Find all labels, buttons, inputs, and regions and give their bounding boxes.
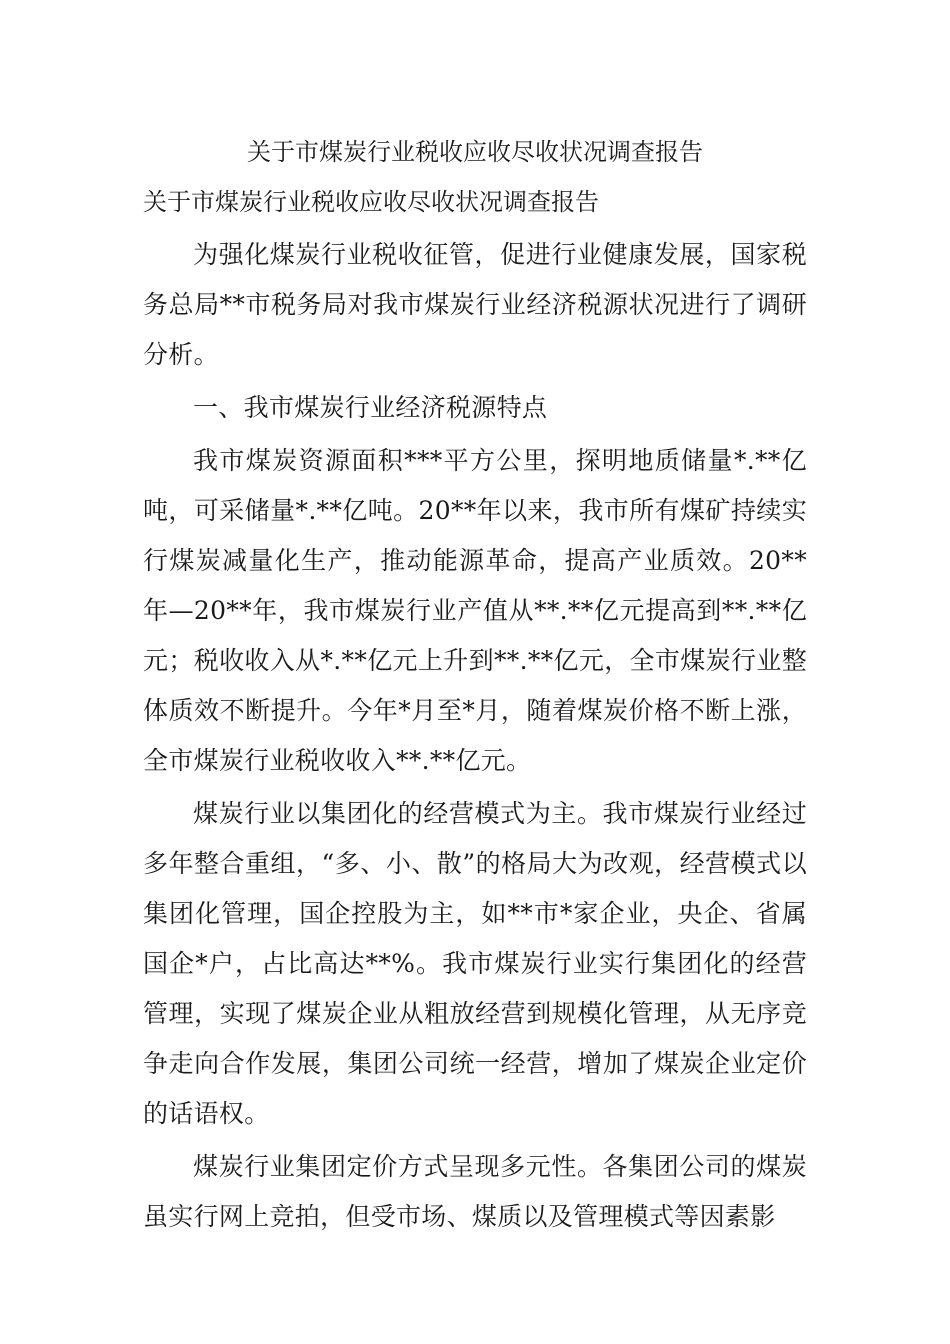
paragraph-pricing: 煤炭行业集团定价方式呈现多元性。各集团公司的煤炭虽实行网上竞拍，但受市场、煤质以及管理模式等因素影	[143, 1152, 807, 1231]
section-heading: 一、我市煤炭行业经济税源特点	[193, 393, 548, 422]
document-subtitle: 关于市煤炭行业税收应收尽收状况调查报告	[143, 188, 599, 216]
paragraph-resources: 我市煤炭资源面积***平方公里，探明地质储量*.**亿吨，可采储量*.**亿吨。20**年以来，我市所有煤矿持续实行煤炭减量化生产，推动能源革命，提高产业质效。20**年—20**年，我市煤炭行业产值从**.**亿元提高到**.**亿元；税收收入从*.**亿元上升到**.**亿元，全市煤炭行业整体质效不断提升。今年*月至*月，随着煤炭价格不断上涨，全市煤炭行业税收收入**.**亿元。	[143, 446, 807, 775]
document-title: 关于市煤炭行业税收应收尽收状况调查报告	[247, 138, 703, 166]
paragraph-intro: 为强化煤炭行业税收征管，促进行业健康发展，国家税务总局**市税务局对我市煤炭行业经济税源状况进行了调研分析。	[143, 240, 807, 369]
paragraph-group-operation: 煤炭行业以集团化的经营模式为主。我市煤炭行业经过多年整合重组，“多、小、散”的格局大为改观，经营模式以集团化管理，国企控股为主，如**市*家企业，央企、省属国企*户，占比高达**%。我市煤炭行业实行集团化的经营管理，实现了煤炭企业从粗放经营到规模化管理，从无序竞争走向合作发展，集团公司统一经营，增加了煤炭企业定价的话语权。	[143, 799, 807, 1128]
document-body	[143, 182, 807, 1245]
